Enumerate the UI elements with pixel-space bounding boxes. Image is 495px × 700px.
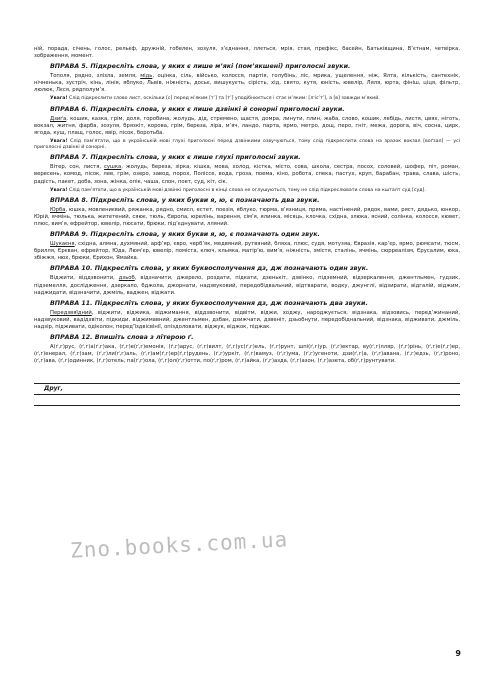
answer-lines	[34, 375, 460, 406]
answer-line[interactable]	[34, 394, 460, 395]
underlined-word: дзьоб	[118, 275, 135, 282]
underlined-word: Дзиґа	[50, 115, 67, 122]
exercise-11-title: ВПРАВА 11. Підкресліть слова, у яких буквосполучення дз, дж позначають два звуки.	[50, 299, 368, 307]
exercise-5-text: Тополя, рядно, злізла, земля, мідь, оцінка, сіль, військо, колосся, партія, голубінь, ліс, мрика, ущелення, ніж, Ялта, кількість, сантехнік, нічненька, зустріч, кінь, лінія, яблуко, Львів, ніжність, досьє, вишукуєть, сірість, хід, свято, кутя, юність, ювелір, Ляля, юрта, фініш, ціця, фільтр, люлюк, Лєся, рядполум’я.	[34, 73, 460, 94]
exercise-11-text: Передзвяїдний, віджити, віджика, віджимання, віддзвонити, відвітм, віджи, ходжу, народжується, відзнака, відзовись, перед’жинаний, надзвуковий, вадідзвіти, підкиди, віджимавний, джентльмен, дзбан, дзижчати, дзвеніт, дзьобнути, передобіднальний, відзнака, відживати, джміль, надзір, підживати, одіколон, перед’їздвісвінії, опіздоловати, віджук, віджок, піджак.	[34, 309, 460, 330]
exercise-8-title: ВПРАВА 8. Підкресліть слова, у яких букви я, ю, є позначають два звуки.	[50, 196, 320, 204]
exercise-8-text: Юрба, юшка, мовлениєвий, ряжанка, рядно, смисл, естет, поезія, яблуко, тюрма, в’язниця, пряма, настінений, рядок, вами, ряст, дядько, юнкор, Юрій, ячмінь, тюлька, житетений, сяює, тюль, Європа, юрелінь, варення, сім’я, ялинка, місяць, клочка, східна, злюка, ясний, солінка, колосся, кювет, плюс, вим’я, ефрейтор, ювелір, пюсати, брюки, під’єднувати, лляний.	[34, 206, 460, 228]
exercise-9-text: Шукаєня, східна, алмна, духмяний, арф’яр, євро, черб’як, медвяний, рутвяний, бляха, плюс, судя, мотузяа, Євразія, кар’єр, ярмо, рюмсати, тюсм, брилля, Єрєван, ефрейтор, Юда, Люм’єр, ювелір, поміста, ключ, кльмка, матір’ю, вим’я, ніжність, змістя, сталінь, ячмінь, сюрреалізм, Єрусалим, юка, збіжжя, нюх, брюки, Єрихон, Ямайка.	[34, 241, 460, 262]
answer-label: Друг,	[44, 385, 63, 393]
exercise-6-title: ВПРАВА 6. Підкресліть слова, у яких є лише дзвінкі й сонорні приголосні звуки.	[50, 105, 345, 113]
intro-paragraph: ній, порада, січень, голос, рельєф, дружній, гобелен, зозуля, з’єднання, ллється, мрія, стая, префікс, басейн, Батьківщина, В’єтнам, четвірка, зображення, момент.	[34, 46, 460, 60]
underlined-word: Передзвяїдний	[50, 309, 92, 316]
exercise-10-text: Віджити, віддзвонити, дзьоб, відзначити, джерело, роздати, підкати, дзенькіт, дзвінко, підземний, відзеркалення, джентльмен, гудзик, підземелля, дослідження, дзеркало, бджола, джорнати, надзвуковий, передобідвальний, відтварати, водку, джунглі, відзирати, відгалій, віджим, наджидати, відзначити, джміль, ваджен, віджати.	[34, 275, 460, 296]
exercise-7-note: Увага! Слід пам’ятати, що в українській мові дзвінкі приголосні в кінці слова не оглушуються, тому не слід підкреслювати слова на кшталт суд [суд].	[50, 187, 426, 193]
document-page	[34, 46, 460, 416]
watermark: Zno.books.com.ua	[69, 527, 289, 563]
exercise-6-note: Увага! Слід пам’ятати, що в українській мові глухі приголосні перед дзвінкими озвучуються, тому слід підкреслити слова на зразок вокзал [воґзал] — усі приголосні дзвінкі й сонорні.	[34, 138, 460, 151]
answer-line[interactable]	[34, 375, 460, 393]
exercise-10-title: ВПРАВА 10. Підкресліть слова, у яких буквосполучення дз, дж позначають один звук.	[50, 265, 369, 273]
exercise-5-title: ВПРАВА 5. Підкресліть слова, у яких є лише м’які (пом’якшені) приголосні звуки.	[50, 63, 351, 71]
underlined-word: сушка	[104, 164, 122, 171]
exercise-7-title: ВПРАВА 7. Підкресліть слова, у яких є лише глухі приголосні звуки.	[50, 154, 301, 162]
exercise-9-title: ВПРАВА 9. Підкресліть слова, у яких букви я, ю, є позначають один звук.	[50, 231, 320, 239]
answer-line[interactable]	[34, 405, 460, 406]
page-number: 9	[455, 649, 461, 658]
underlined-word: Шукаєня	[50, 241, 75, 248]
exercise-12-title: ВПРАВА 12. Впишіть слова з літерою ґ.	[50, 333, 194, 341]
underlined-word: мідь	[140, 73, 153, 80]
exercise-5-note: Увага! Слід підкреслити слово лист, оскільки [с] перед м’яким [т’] та [т’] уподібнюється і стає м’яким: [лʼіс’т’], а [в] завжди м’який.	[50, 96, 380, 102]
exercise-7-text: Вітер, сон, листя, сушка, жолудь, береза, зірка, кішка, мова, холод, кістка, місто, сова, школа, сестра, посох, соловей, шофер, піт, роман, вересень, комод, пісок, лев, грім, озеро, завод, порох, Поліссе, вода, гроза, поема, кіно, робота, спека, пастух, круп, барабан, трава, слава, шість, радість, пакет, доба, зона, жінка, опік, чаша, слон, поет, суд, кіт, сік.	[34, 164, 460, 185]
exercise-6-text: Дзиґа, кошик, казка, грім, доля, горобина, жолудь, дід, стремено, щастя, домра, линути, плин, жаба, слово, кошик, лебідь, листя, цвях, ніготь, вокзал, житня, фарба, зозуля, брязкіт, корова, грім, береза, ліра, м’яч, ландо, парта, ярмо, метро, дощ, перо, гніт, межа, дорога, віч, сосна, цирк, ягода, кущ, плащ, голос, явір, пісок, боротьба.	[34, 115, 460, 136]
exercise-12-text: А(ґ,г)рус, (ґ,г)а(ґ,г)ака, (ґ,г)е(ґ,г)емонія, (ґ,г)арус, (ґ,г)вилт, (ґ,г)ус(ґ,г)ель, (ґ,г)рунт, шпі(ґ,г)ур, (ґ,г)ектар, ву(ґ,г)лляр, (ґ,г)рінь, (ґ,г)е(ґ,г)ер, (ґ,г)енерал, (ґ,г)зам, (ґ,г)ли(ґ,г)аль, (ґ,г)ам(ґ,г)ер(ґ,г)рудень, (ґ,г)уркіт, (ґ,г)вамуз, (ґ,г)ума, (ґ,г)угеноти, дзи(ґ,г)а, (ґ,г)авана, (ґ,г)едзь, (ґ,г)роно, (ґ,г)ава, (ґ,г)одинник, (ґ,г)отель, па(ґ,г)ола, (ґ,г)ол(ґ,г)отти, по(ґ,г)ром, (ґ,г)айка, (ґ,г)азда, (ґ,г)азон, (ґ,г)азета, об(ґ,г)рунтувати.	[34, 343, 460, 365]
underlined-word: Юрба	[50, 206, 66, 213]
